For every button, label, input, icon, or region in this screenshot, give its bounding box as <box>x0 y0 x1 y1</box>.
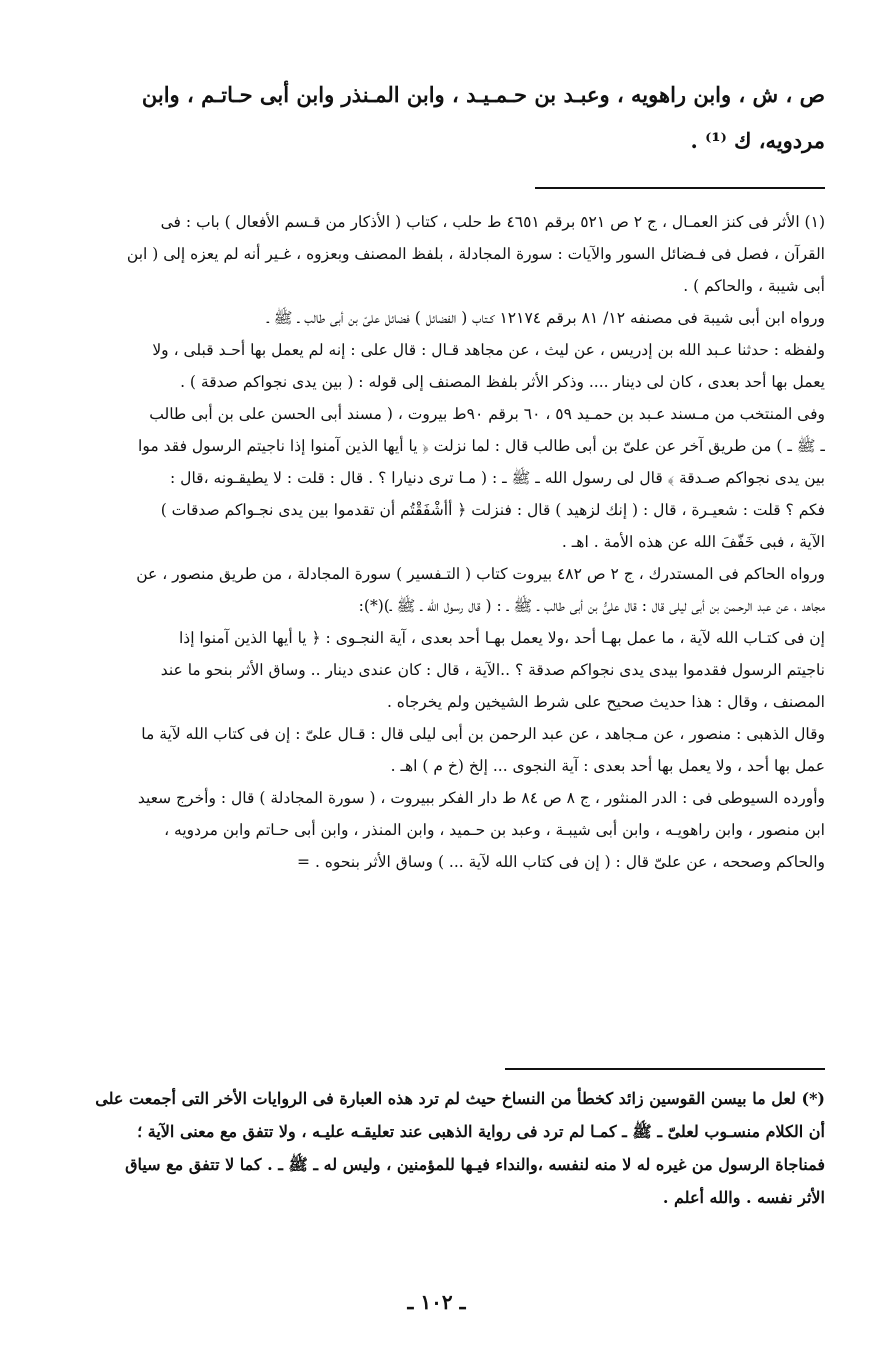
main-text <box>48 72 825 164</box>
footnote-separator-1 <box>535 187 825 189</box>
footnote-2-line: (*) لعل ما بيسن القوسين زائد كخطأ من النساخ حيث لم ترد هذه العبارة فى الروايات الأخر التى أجمعت على <box>95 1089 825 1108</box>
footnote-1-line: إن فى كتـاب الله لآية ، ما عمل بهـا أحد ،ولا يعمل بهـا أحد بعدى ، آية النجـوى : ﴿ يا أيها الذين آمنوا إذا <box>178 629 825 647</box>
footnote-1-line: ناجيتم الرسول فقدموا بيدى يدى نجواكم صدقة ؟ ..الآية ، قال : كان عندى دينار .. وساق الأثر بنحو ما عند <box>160 661 825 679</box>
footnote-separator-2 <box>505 1068 825 1070</box>
footnote-2 <box>48 1082 825 1214</box>
footnote-1-line: الآية ، فبى خَفّفَ الله عن هذه الأمة . اهـ . <box>561 533 825 551</box>
footnote-1-line: وقال الذهبى : منصور ، عن مـجاهد ، عن عبد الرحمن بن أبى ليلى قال : قـال علىّ : إن فى كتاب الله لآية ما <box>141 725 825 743</box>
footnote-1-line: ورواه ابن أبى شيبة فى مصنفه ١٢/ ٨١ برقم ١٢١٧٤ كـتاب ( الفضائل ) فضائل علىّ بن أبى طالب ـ ﷺ ـ <box>266 309 825 327</box>
footnote-1-line: والحاكم وصححه ، عن علىّ قال : ( إن فى كتاب الله لآية ... ) وساق الأثر بنحوه . = <box>297 853 825 871</box>
footnote-1-line: بين يدى نجواكم صـدقة ﴾ قال لى رسول الله ـ ﷺ ـ : ( مـا ترى دنيارا ؟ . قال : قلت : لا يطيقـونه ،قال : <box>170 469 825 487</box>
footnote-1-line: ابن منصور ، وابن راهويـه ، وابن أبى شيبـة ، وعبد بن حـميد ، وابن المنذر ، وابن أبى حـاتم وابن مردويه ، <box>164 821 825 839</box>
footnote-1-line: ـ ﷺ ـ ) من طريق آخر عن علىّ بن أبى طالب قال : لما نزلت ﴿ يا أيها الذين آمنوا إذا ناجيتم الرسول فقد موا <box>138 437 825 455</box>
main-text-line-2: مردويه، ك ⁽¹⁾ . <box>690 128 825 153</box>
footnote-1-line: يعمل بها أحد بعدى ، كان لى دينار .... وذكر الأثر بلفظ المصنف إلى قوله : ( بين يدى نجواكم صدقة ) . <box>180 373 825 391</box>
footnote-1-line: (١) الأثر فى كنز العمـال ، ج ٢ ص ٥٢١ برقم ٤٦٥١ ط حلب ، كتاب ( الأذكار من قـسم الأفعال ) باب : فى <box>160 213 825 231</box>
footnote-1-line: أبى شيبة ، والحاكم ) . <box>683 277 825 295</box>
page-number: ـ ١٠٢ ـ <box>407 1290 466 1314</box>
footnote-1-line: فكم ؟ قلت : شعيـرة ، قال : ( إنك لزهيد ) قال : فنزلت ﴿ أأشْفَقْتُم أن تقدموا بين يدى نجـواكم صدقات ) <box>160 501 825 519</box>
footnote-1-line: عمل بها أحد ، ولا يعمل بها أحد بعدى : آية النجوى ... إلخ (خ م ) اهـ . <box>390 757 825 775</box>
footnote-1-line: المصنف ، وقال : هذا حديث صحيح على شرط الشيخين ولم يخرجاه . <box>386 693 825 711</box>
footnote-1-line: وفى المنتخب من مـسند عـبد بن حمـيد ٥٩ ، ٦٠ برقم ٩٠ط بيروت ، ( مسند أبى الحسن على بن أبى طالب <box>149 405 825 423</box>
footnote-2-line: أن الكلام منسـوب لعلىّ ـ ﷺ ـ كمـا لم ترد فى رواية الذهبى عند تعليقـه عليـه ، ولا تتفق مع معنى الآية ؛ <box>137 1122 825 1141</box>
footnote-2-line: الأثر نفسه . والله أعلم . <box>662 1188 825 1207</box>
footnote-1-line: القرآن ، فصل فى فـضائل السور والآيات : سورة المجادلة ، بلفظ المصنف وبعزوه ، غـير أنه لم يعزه إلى ( ابن <box>126 245 825 263</box>
footnote-1-line: ورواه الحاكم فى المستدرك ، ج ٢ ص ٤٨٢ بيروت كتاب ( التـفسير ) سورة المجادلة ، من طريق منصور ، عن <box>136 565 825 583</box>
footnote-2-line: فمناجاة الرسول من غيره له لا منه لنفسه ،والنداء فيـها للمؤمنين ، وليس له ـ ﷺ ـ . كما لا تتفق مع سياق <box>125 1155 825 1174</box>
footnote-1-line: ولفظه : حدثنا عـبد الله بن إدريس ، عن ليث ، عن مجاهد قـال : قال على : إنه لم يعمل بها أحـد قبلى ، ولا <box>152 341 825 359</box>
footnote-1-line: مجاهد ، عن عبد الرحـمن بن أبى ليلى قال : قال علىُّ بن أبى طالب ـ ﷺ ـ : ( قال رسول الله ـ ﷺ ـ)(*): <box>358 597 825 615</box>
main-text-line-1: ص ، ش ، وابن راهويه ، وعبـد بن حـمـيـد ، وابن المـنذر وابن أبى حـاتـم ، وابن <box>141 82 825 107</box>
footnote-1-line: وأورده السيوطى فى : الدر المنثور ، ج ٨ ص ٨٤ ط دار الفكر ببيروت ، ( سورة المجادلة ) قال : وأخرج سعيد <box>137 789 825 807</box>
footnote-1 <box>48 206 825 878</box>
